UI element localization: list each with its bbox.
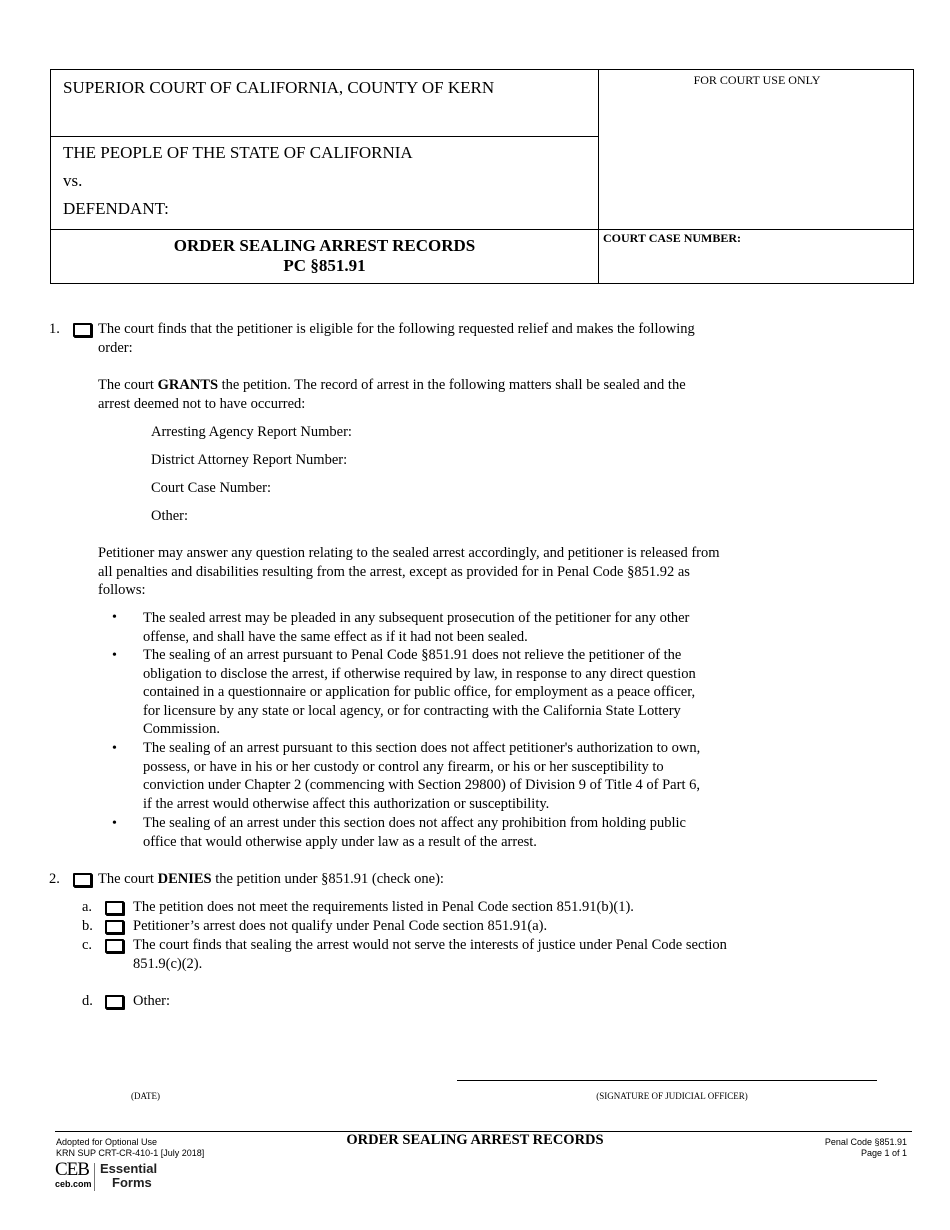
ceb-logo-text: CEB	[55, 1159, 89, 1180]
page-number: Page 1 of 1	[860, 1148, 907, 1158]
date-label: (DATE)	[131, 1091, 160, 1101]
bullet-line: The sealing of an arrest pursuant to this section does not affect petitioner's authorization to own,	[143, 740, 701, 756]
court-case-number-label: COURT CASE NUMBER:	[603, 231, 742, 245]
caption-box	[50, 69, 914, 284]
district-attorney-field[interactable]: District Attorney Report Number:	[151, 452, 348, 468]
grants-line: arrest deemed not to have occurred:	[98, 395, 306, 412]
form-id: KRN SUP CRT-CR-410-1 [July 2018]	[56, 1148, 205, 1158]
court-name: SUPERIOR COURT OF CALIFORNIA, COUNTY OF KERN	[63, 78, 495, 97]
deny-option-c-text	[133, 936, 727, 973]
deny-option-c-checkbox[interactable]	[105, 939, 124, 953]
item-number: 1.	[49, 321, 60, 337]
defendant-label: DEFENDANT:	[63, 199, 169, 218]
caption-divider	[598, 70, 599, 283]
deny-option-a-checkbox[interactable]	[105, 901, 124, 915]
bullet-line: Commission.	[143, 721, 220, 738]
footer-code	[825, 1137, 907, 1159]
item1-line: order:	[98, 339, 133, 356]
ceb-url: ceb.com	[55, 1179, 92, 1189]
bullet-item	[143, 646, 696, 739]
item1-text	[98, 320, 695, 357]
paragraph-line: Petitioner may answer any question relating to the sealed arrest accordingly, and petitioner is released from	[98, 545, 720, 561]
bullet-line: contained in a questionnaire or application for public office, for employment as a peace officer,	[143, 684, 696, 701]
caption-divider	[51, 136, 598, 137]
bullet-item	[143, 739, 700, 813]
bullet-item	[143, 609, 689, 646]
grants-paragraph	[98, 376, 686, 413]
bullet-line: The sealing of an arrest under this section does not affect any prohibition from holding public	[143, 815, 686, 831]
footer-title: ORDER SEALING ARREST RECORDS	[346, 1132, 604, 1148]
bullet-icon: •	[112, 816, 117, 831]
deny-option-a-text: The petition does not meet the requirements listed in Penal Code section 851.91(b)(1).	[133, 899, 634, 915]
logo-divider	[94, 1163, 95, 1191]
form-title-line1: ORDER SEALING ARREST RECORDS	[173, 236, 476, 255]
signature-line[interactable]	[457, 1080, 877, 1081]
paragraph-line: follows:	[98, 582, 146, 599]
option-line: 851.9(c)(2).	[133, 955, 203, 972]
bullet-icon: •	[112, 648, 117, 663]
arresting-agency-field[interactable]: Arresting Agency Report Number:	[151, 424, 352, 440]
signature-label: (SIGNATURE OF JUDICIAL OFFICER)	[596, 1091, 748, 1101]
deny-option-d-text: Other:	[133, 993, 171, 1009]
bullet-icon: •	[112, 741, 117, 756]
bullet-line: office that would otherwise apply under law as a result of the arrest.	[143, 833, 537, 850]
caption-divider	[51, 229, 913, 230]
bullet-line: The sealing of an arrest pursuant to Penal Code §851.91 does not relieve the petitioner of the	[143, 647, 682, 663]
bullet-line: for licensure by any state or local agency, or for contracting with the California State Lottery	[143, 702, 681, 719]
essential-forms-logo	[100, 1162, 157, 1190]
court-case-number-field[interactable]: Court Case Number:	[151, 480, 272, 496]
option-label: a.	[82, 899, 93, 915]
option-label: c.	[82, 937, 93, 953]
essential-forms-text: Essential	[100, 1161, 158, 1176]
option-line: The court finds that sealing the arrest would not serve the interests of justice under Penal Code section	[133, 937, 727, 953]
bullet-line: conviction under Chapter 2 (commencing with Section 29800) of Division 9 of Title 4 of Part 6,	[143, 777, 700, 794]
ceb-logo	[55, 1160, 92, 1189]
paragraph-line: all penalties and disabilities resulting from the arrest, except as provided for in Penal Code §851.92 as	[98, 563, 690, 580]
penal-code-ref: Penal Code §851.91	[824, 1137, 907, 1147]
grants-line: The court GRANTS the petition. The record of arrest in the following matters shall be sealed and the	[98, 377, 686, 393]
bullet-icon: •	[112, 610, 117, 625]
option-label: d.	[82, 993, 93, 1009]
petitioner-paragraph	[98, 544, 720, 600]
bullet-line: The sealed arrest may be pleaded in any subsequent prosecution of the petitioner for any other	[143, 610, 690, 626]
item1-line: The court finds that the petitioner is eligible for the following requested relief and makes the following	[98, 321, 695, 337]
essential-forms-text: Forms	[112, 1175, 152, 1190]
bullet-line: if the arrest would otherwise affect this authorization or susceptibility.	[143, 795, 550, 812]
other-field[interactable]: Other:	[151, 508, 189, 524]
item-number: 2.	[49, 871, 60, 887]
option-label: b.	[82, 918, 93, 934]
people-caption: THE PEOPLE OF THE STATE OF CALIFORNIA	[63, 143, 413, 162]
adopted-text: Adopted for Optional Use	[56, 1137, 158, 1147]
grant-checkbox[interactable]	[73, 323, 92, 337]
bullet-line: obligation to disclose the arrest, if otherwise required by law, in response to any direct question	[143, 665, 696, 682]
deny-option-b-checkbox[interactable]	[105, 920, 124, 934]
form-title	[51, 236, 598, 276]
deny-option-d-checkbox[interactable]	[105, 995, 124, 1009]
court-use-only-label: FOR COURT USE ONLY	[693, 73, 821, 87]
deny-option-b-text: Petitioner’s arrest does not qualify under Penal Code section 851.91(a).	[133, 918, 548, 934]
bullet-line: offense, and shall have the same effect as if it had not been sealed.	[143, 628, 528, 645]
form-title-line2: PC §851.91	[283, 256, 366, 275]
denies-text: The court DENIES the petition under §851.91 (check one):	[98, 871, 444, 887]
vs-label: vs.	[63, 171, 83, 190]
deny-checkbox[interactable]	[73, 873, 92, 887]
bullet-item	[143, 814, 686, 851]
bullet-line: possess, or have in his or her custody or control any firearm, or his or her susceptibility to	[143, 758, 664, 775]
